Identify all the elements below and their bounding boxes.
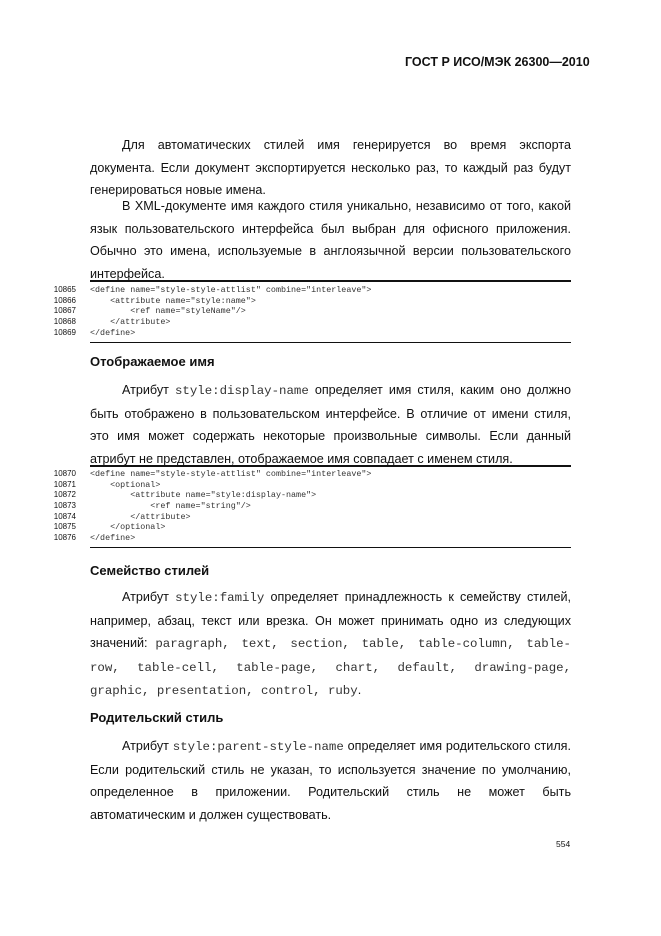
code-line [40, 306, 571, 317]
code-text: <ref name="styleName"/> [90, 306, 246, 317]
code-text: <optional> [90, 479, 161, 490]
line-number: 10868 [53, 317, 76, 327]
code-line [40, 501, 571, 512]
code-line [40, 512, 571, 523]
code-text: </define> [90, 533, 136, 544]
line-number: 10876 [53, 533, 76, 543]
code-line [40, 285, 571, 296]
family-values: paragraph, text, section, table, table-column, table-row, table-cell, table-page, chart, default, drawing-page, graphic, presentation, control, ruby [90, 637, 571, 698]
heading-style-family: Семейство стилей [90, 563, 210, 578]
paragraph-parent-style: Атрибут style:parent-style-name определяет имя родительского стиля. Если родительский стиль не указан, то используется значение по умолчанию, определенное в приложении. Родительский стиль не может быть автоматическим и должен существовать. [90, 739, 571, 822]
code-top-rule [90, 280, 571, 282]
heading-display-name: Отображаемое имя [90, 354, 215, 369]
code-listing-style-name [40, 285, 571, 338]
code-line [40, 296, 571, 307]
code-text: </optional> [90, 522, 166, 533]
line-number: 10872 [53, 490, 76, 500]
paragraph-auto-styles: Для автоматических стилей имя генерируется во время экспорта документа. Если документ экспортируется несколько раз, то каждый раз будут генерироваться новые имена. [90, 138, 571, 197]
line-number: 10875 [53, 522, 76, 532]
code-line [40, 317, 571, 328]
code-bottom-rule [90, 342, 571, 343]
paragraph-style-family: Атрибут style:family определяет принадлежность к семейству стилей, например, абзац, текст или врезка. Он может принимать одно из следующих значений: paragraph, text, section, table, table-column, table-row, table-cell, table-page, chart, default, drawing-page, graphic, presentation, control, ruby. [90, 590, 571, 698]
attribute-name: style:display-name [174, 384, 309, 398]
document-header: ГОСТ Р ИСО/МЭК 26300—2010 [405, 55, 590, 69]
code-text: </attribute> [90, 511, 191, 522]
code-listing-display-name [40, 469, 571, 544]
code-bottom-rule [90, 547, 571, 548]
paragraph-xml-names: В XML-документе имя каждого стиля уникально, независимо от того, какой язык пользовательского интерфейса был выбран для офисного приложения. Обычно это имена, используемые в англоязычной версии пользовательского интерфейса. [90, 199, 571, 281]
line-number: 10867 [53, 306, 76, 316]
code-line [40, 480, 571, 491]
code-text: <define name="style-style-attlist" combine="interleave"> [90, 469, 372, 479]
code-text: <define name="style-style-attlist" combine="interleave"> [90, 285, 372, 295]
page-number: 554 [556, 839, 571, 849]
line-number: 10870 [53, 469, 76, 478]
code-text: <attribute name="style:display-name"> [90, 490, 317, 501]
attribute-name: style:family [175, 591, 265, 605]
code-text: <ref name="string"/> [90, 501, 251, 512]
code-text: </define> [90, 327, 136, 338]
paragraph-display-name: Атрибут style:display-name определяет имя стиля, каким оно должно быть отображено в пользовательском интерфейсе. В отличие от имени стиля, это имя может содержать некоторые произвольные символы. Если данный атрибут не представлен, отображаемое имя совпадает с именем стиля. [90, 383, 571, 466]
code-text: <attribute name="style:name"> [90, 295, 256, 306]
attribute-name: style:parent-style-name [172, 740, 344, 754]
line-number: 10871 [53, 479, 76, 489]
line-number: 10866 [53, 295, 76, 305]
code-text: </attribute> [90, 317, 171, 328]
line-number: 10865 [53, 285, 76, 294]
code-line [40, 328, 571, 339]
code-line [40, 522, 571, 533]
line-number: 10869 [53, 327, 76, 337]
line-number: 10873 [53, 501, 76, 511]
code-line [40, 490, 571, 501]
code-line [40, 533, 571, 544]
code-top-rule [90, 465, 571, 467]
code-line [40, 469, 571, 480]
line-number: 10874 [53, 511, 76, 521]
heading-parent-style: Родительский стиль [90, 710, 224, 725]
